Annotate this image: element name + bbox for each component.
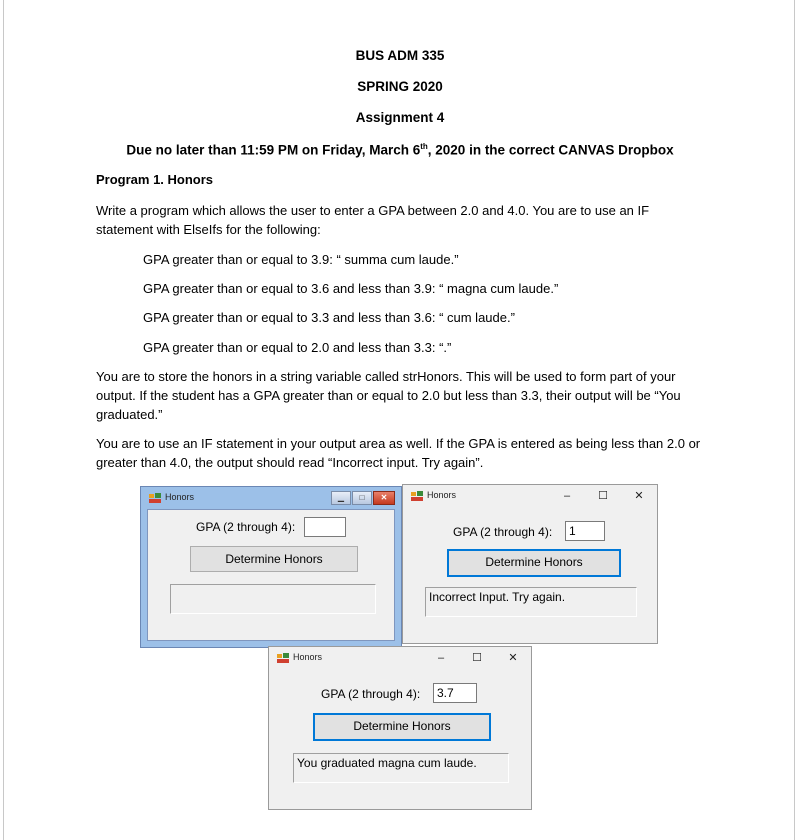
close-icon[interactable]: ✕ (508, 652, 518, 664)
title-bar[interactable] (403, 485, 657, 507)
minimize-icon[interactable]: – (437, 652, 445, 664)
gpa-label: GPA (2 through 4): (321, 687, 421, 701)
title-bar[interactable] (141, 487, 401, 509)
window-title: Honors (165, 492, 195, 502)
determine-honors-button[interactable]: Determine Honors (190, 546, 358, 572)
client-area (147, 509, 395, 641)
minimize-icon[interactable]: ▁ (331, 491, 351, 505)
rule-magna: GPA greater than or equal to 3.6 and less than 3.9: “ magna cum laude.” (143, 281, 559, 296)
rule-none: GPA greater than or equal to 2.0 and less than 3.3: “.” (143, 340, 452, 355)
output-label: You graduated magna cum laude. (293, 753, 509, 783)
maximize-icon[interactable]: ☐ (472, 652, 482, 664)
determine-honors-button[interactable]: Determine Honors (313, 713, 491, 741)
window-title: Honors (427, 490, 457, 500)
app-icon (411, 491, 423, 501)
gpa-input[interactable]: 1 (565, 521, 605, 541)
app-icon (277, 653, 289, 663)
para2-line-3: graduated.” (96, 407, 163, 422)
window-controls (549, 485, 657, 507)
window-title: Honors (293, 652, 323, 662)
assignment-title: Assignment 4 (355, 110, 445, 125)
output-label: Incorrect Input. Try again. (425, 587, 637, 617)
maximize-icon[interactable]: □ (352, 491, 372, 505)
para2-line-1: You are to store the honors in a string variable called strHonors. This will be used to form part of your (96, 369, 676, 384)
program-title: Program 1. Honors (96, 172, 214, 187)
gpa-input[interactable] (304, 517, 346, 537)
due-superscript: th (420, 142, 428, 151)
gpa-label: GPA (2 through 4): (196, 520, 296, 534)
gpa-label: GPA (2 through 4): (453, 525, 553, 539)
determine-honors-button[interactable]: Determine Honors (447, 549, 621, 577)
due-date-line (0, 142, 800, 158)
title-bar[interactable] (269, 647, 531, 669)
minimize-icon[interactable]: – (563, 490, 571, 502)
intro-line-1: Write a program which allows the user to enter a GPA between 2.0 and 4.0. You are to use an IF (96, 203, 650, 218)
para3-line-1: You are to use an IF statement in your output area as well. If the GPA is entered as being less than 2.0 or (96, 436, 701, 451)
gpa-input[interactable]: 3.7 (433, 683, 477, 703)
rule-cum: GPA greater than or equal to 3.3 and less than 3.6: “ cum laude.” (143, 310, 515, 325)
rule-summa: GPA greater than or equal to 3.9: “ summa cum laude.” (143, 252, 459, 267)
maximize-icon[interactable]: ☐ (598, 490, 608, 502)
honors-window-empty (140, 486, 402, 648)
output-label (170, 584, 376, 614)
honors-window-magna (268, 646, 532, 810)
para3-line-2: greater than 4.0, the output should read “Incorrect input. Try again”. (96, 455, 484, 470)
window-controls (423, 647, 531, 669)
window-controls (331, 491, 395, 505)
honors-window-incorrect (402, 484, 658, 644)
close-icon[interactable]: ✕ (634, 490, 644, 502)
app-icon (149, 493, 161, 503)
para2-line-2: output. If the student has a GPA greater than or equal to 2.0 but less than 3.3, their output will be “You (96, 388, 681, 403)
close-icon[interactable]: ✕ (373, 491, 395, 505)
term-title: SPRING 2020 (357, 79, 443, 94)
due-suffix: , 2020 in the correct CANVAS Dropbox (427, 142, 674, 158)
due-prefix: Due no later than 11:59 PM on Friday, March 6 (126, 142, 421, 158)
intro-line-2: statement with ElseIfs for the following: (96, 222, 321, 237)
course-title: BUS ADM 335 (355, 48, 445, 63)
